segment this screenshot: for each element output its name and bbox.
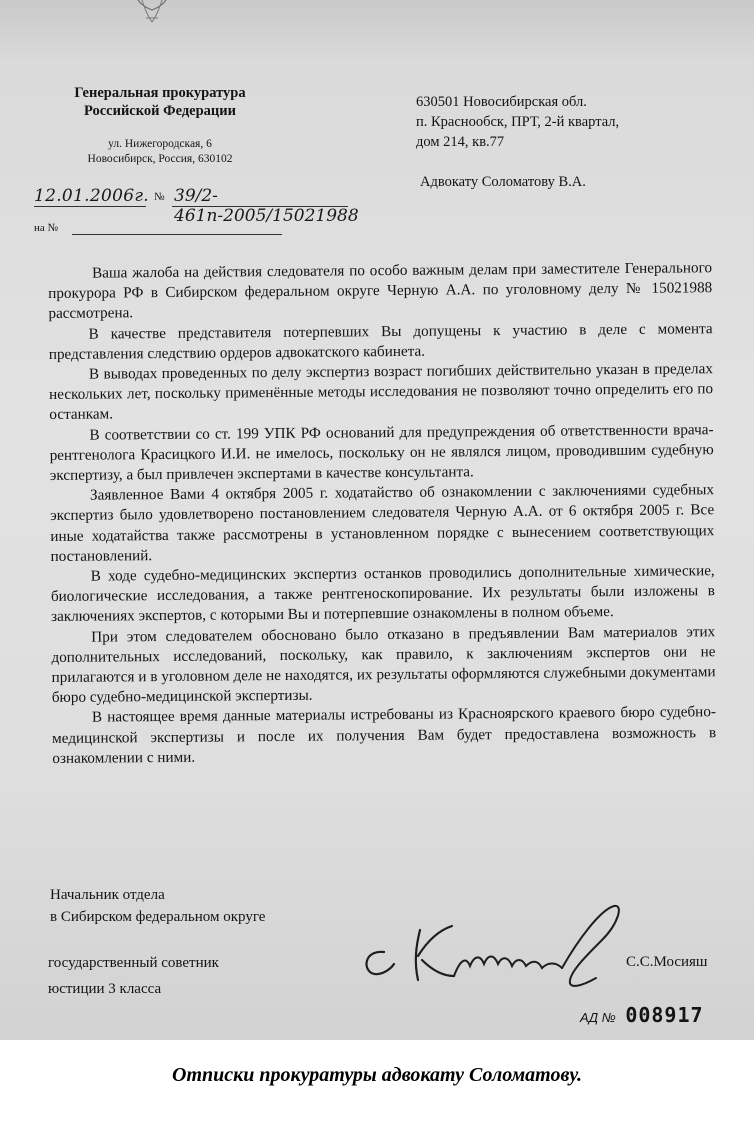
recipient-line-1: 630501 Новосибирская обл. [416, 94, 587, 110]
body-paragraph: При этом следователем обосновано было отказано в предъявлении Вам материалов этих дополнительных исследований, поскольку, как правило, к заключениям экспертов они не прилагаются и в уголовном деле не находятся, их результаты оформляются служебными документами бюро судебно-медицинской экспертизы. [51, 622, 716, 707]
org-line-2: Российской Федерации [83, 103, 236, 119]
letter-body [48, 258, 716, 769]
state-emblem-icon [128, 0, 176, 26]
serial-value: 008917 [625, 1003, 704, 1027]
position-line-2: в Сибирском федеральном округе [50, 909, 266, 925]
rank-line-2: юстиции 3 класса [48, 981, 162, 997]
body-paragraph: Заявленное Вами 4 октября 2005 г. ходатайство об ознакомлении с заключениями судебных экспертиз было удовлетворено постановлением следователя Черную А.А. от 6 октября 2005 г. Все иные ходатайства также рассмотрены в установленном порядке с вынесением соответствующих постановлений. [50, 481, 715, 565]
issuing-organization-address [40, 137, 280, 167]
recipient-address [416, 92, 746, 152]
body-paragraph: В выводах проведенных по делу экспертиз возраст погибших действительно указан в пределах нескольких лет, поскольку применённые методы исследования не позволяют точно определить его по останкам. [49, 360, 714, 424]
recipient-line-3: дом 214, кв.77 [416, 134, 505, 150]
addressee: Адвокату Соломатову В.А. [420, 174, 586, 190]
signer-rank [48, 950, 219, 1002]
org-line-1: Генеральная прокуратура [74, 85, 246, 101]
number-label: № [154, 191, 165, 203]
body-paragraph: В настоящее время данные материалы истребованы из Красноярского краевого бюро судебно-медицинской экспертизы и после их получения Вам будет предоставлена возможность в ознакомлении с ними. [52, 703, 717, 767]
handwritten-date: 12.01.2006г. [34, 186, 149, 206]
outgoing-reference [34, 186, 384, 226]
rank-line-1: государственный советник [48, 955, 219, 971]
reply-to-underline [72, 234, 282, 235]
reply-to-label: на № [34, 222, 59, 234]
serial-number [580, 1003, 704, 1027]
body-paragraph: В качестве представителя потерпевших Вы допущены к участию в деле с момента представления следствию ордеров адвокатского кабинета. [48, 319, 713, 363]
body-paragraph: В ходе судебно-медицинских экспертиз останков проводились дополнительные химические, биологические исследования, а также рентгеноскопирование. Их результаты были изложены в заключениях экспертов, с которыми Вы и потерпевшие ознакомлены в полном объеме. [50, 562, 715, 626]
signer-name: С.С.Мосияш [626, 954, 708, 970]
handwritten-signature [356, 900, 626, 996]
handwritten-reference-number: 39/2-461п-2005/15021988 [174, 186, 359, 226]
signer-position [50, 884, 265, 928]
body-paragraph: Ваша жалоба на действия следователя по особо важным делам при заместителе Генерального прокурора РФ в Сибирском федеральном округе Черную А.А. по уголовному делу № 15021988 рассмотрена. [48, 259, 713, 323]
org-address-line-1: ул. Нижегородская, 6 [108, 138, 212, 150]
figure-caption: Отписки прокуратуры адвокату Соломатову. [172, 1064, 582, 1086]
issuing-organization [40, 84, 280, 120]
serial-prefix: АД № [580, 1010, 616, 1025]
body-paragraph: В соответствии со ст. 199 УПК РФ оснований для предупреждения об ответственности врача-рентгенолога Красицкого И.И. не имелось, поскольку он не являлся лицом, проводившим судебную экспертизу, а был привлечен экспертами в качестве консультанта. [49, 420, 714, 485]
position-line-1: Начальник отдела [50, 887, 165, 903]
org-address-line-2: Новосибирск, Россия, 630102 [87, 153, 233, 165]
date-underline [34, 206, 146, 207]
number-underline [172, 206, 348, 207]
recipient-line-2: п. Краснообск, ПРТ, 2-й квартал, [416, 114, 620, 130]
